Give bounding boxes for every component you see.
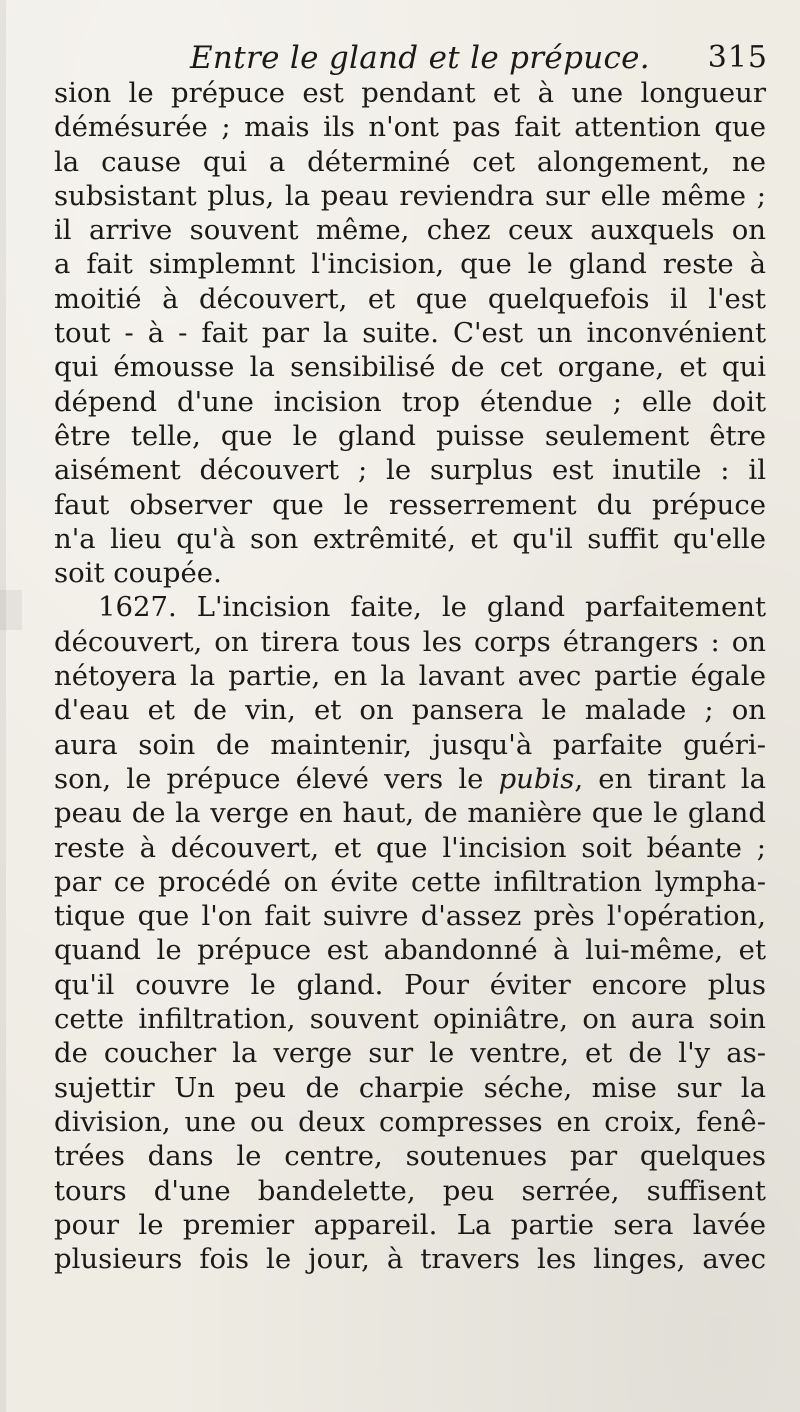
text-line: tours d'une bandelette, peu serrée, suffisent <box>54 1174 766 1207</box>
page-header <box>0 30 800 80</box>
text-line: par ce procédé on évite cette infiltration lympha- <box>54 865 766 898</box>
page-stain <box>0 590 22 630</box>
text-line: nétoyera la partie, en la lavant avec partie égale <box>54 660 766 693</box>
text-line: aura soin de maintenir, jusqu'à parfaite guéri- <box>54 728 766 761</box>
text-line: sion le prépuce est pendant et à une longueur <box>54 77 766 109</box>
text-line: trées dans le centre, soutenues par quelques <box>54 1140 766 1173</box>
text-line: sujettir Un peu de charpie séche, mise sur la <box>54 1071 766 1104</box>
italic-term: pubis <box>498 762 575 795</box>
text-line: tique que l'on fait suivre d'assez près l'opération, <box>54 900 766 933</box>
text-line: tout - à - fait par la suite. C'est un inconvénient <box>54 317 766 350</box>
text-line: subsistant plus, la peau reviendra sur elle même ; <box>54 179 766 212</box>
text-line: pour le premier appareil. La partie sera lavée <box>54 1208 766 1241</box>
text-line: démésurée ; mais ils n'ont pas fait attention que <box>54 111 766 144</box>
text-line: qui émousse la sensibilisé de cet organe, et qui <box>54 351 766 384</box>
page-number: 315 <box>707 40 768 75</box>
text-line: reste à découvert, et que l'incision soit béante ; <box>54 831 766 864</box>
text-line: il arrive souvent même, chez ceux auxquels on <box>54 214 766 247</box>
text-line: d'eau et de vin, et on pansera le malade ; on <box>54 694 766 727</box>
running-head: Entre le gland et le prépuce. <box>190 40 650 76</box>
text-line: découvert, on tirera tous les corps étrangers : on <box>54 625 766 658</box>
page-edge-shadow <box>0 0 6 1412</box>
text-line: qu'il couvre le gland. Pour éviter encore plus <box>54 968 766 1001</box>
text-line: plusieurs fois le jour, à travers les linges, avec <box>54 1243 766 1276</box>
body-text <box>54 76 766 1276</box>
text-line: a fait simplemnt l'incision, que le gland reste à <box>54 248 766 281</box>
text-line: peau de la verge en haut, de manière que le gland <box>54 797 766 830</box>
text-line: division, une ou deux compresses en croix, fenê- <box>54 1105 766 1138</box>
text-line: aisément découvert ; le surplus est inutile : il <box>54 454 766 487</box>
paragraph-start-line: 1627. L'incision faite, le gland parfaitement <box>98 591 766 624</box>
text-line: être telle, que le gland puisse seulement être <box>54 419 766 452</box>
text-line: de coucher la verge sur le ventre, et de l'y as- <box>54 1037 766 1070</box>
text-line: la cause qui a déterminé cet alongement, ne <box>54 145 766 178</box>
text-line: dépend d'une incision trop étendue ; elle doit <box>54 385 766 418</box>
text-line: quand le prépuce est abandonné à lui-même, et <box>54 934 766 967</box>
text-line: cette infiltration, souvent opiniâtre, on aura soin <box>54 1003 766 1036</box>
text-line: soit coupée. <box>54 557 222 590</box>
text-line: son, le prépuce élevé vers le pubis, en tirant la <box>54 762 766 795</box>
text-line: n'a lieu qu'à son extrêmité, et qu'il suffit qu'elle <box>54 522 766 555</box>
text-line: faut observer que le resserrement du prépuce <box>54 488 766 521</box>
text-line: moitié à découvert, et que quelquefois il l'est <box>54 282 766 315</box>
